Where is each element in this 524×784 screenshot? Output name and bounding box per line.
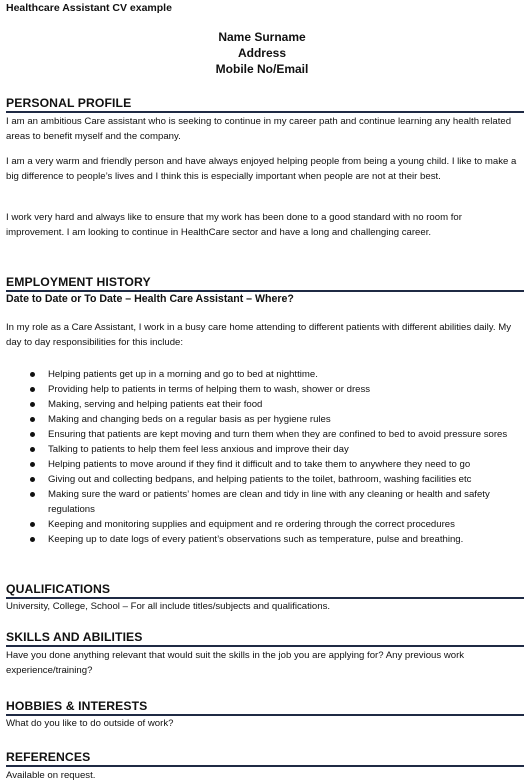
- list-item-text: Making and changing beds on a regular basis as per hygiene rules: [48, 414, 331, 425]
- bullet-icon: [30, 447, 35, 452]
- list-item: [30, 487, 520, 517]
- list-item: [30, 457, 520, 472]
- list-item-text: Helping patients get up in a morning and go to bed at nighttime.: [48, 369, 318, 380]
- bullet-icon: [30, 372, 35, 377]
- section-heading-skills: SKILLS AND ABILITIES: [6, 630, 524, 647]
- section-heading-employment-history: EMPLOYMENT HISTORY: [6, 275, 524, 292]
- list-item: [30, 382, 520, 397]
- bullet-icon: [30, 417, 35, 422]
- list-item-text: Talking to patients to help them feel less anxious and improve their day: [48, 444, 349, 455]
- qualifications-text: University, College, School – For all include titles/subjects and qualifications.: [6, 601, 331, 612]
- list-item: [30, 427, 520, 442]
- employment-role-line: Date to Date or To Date – Health Care Assistant – Where?: [6, 293, 294, 305]
- list-item: [30, 442, 520, 457]
- list-item: [30, 517, 520, 532]
- document-title: Healthcare Assistant CV example: [6, 2, 172, 14]
- skills-text: Have you done anything relevant that would suit the skills in the job you are applying for? Any previous work experience/training?: [6, 650, 465, 676]
- bullet-icon: [30, 492, 35, 497]
- bullet-icon: [30, 537, 35, 542]
- list-item-text: Helping patients to move around if they find it difficult and to take them to anywhere they need to go: [48, 459, 471, 470]
- list-item-text: Keeping up to date logs of every patient’s observations such as temperature, pulse and breathing.: [48, 534, 464, 545]
- section-heading-qualifications: QUALIFICATIONS: [6, 582, 524, 599]
- list-item: [30, 472, 520, 487]
- list-item-text: Making sure the ward or patients’ homes are clean and tidy in line with any cleaning or health and safety regulations: [48, 489, 490, 515]
- bullet-icon: [30, 462, 35, 467]
- bullet-icon: [30, 387, 35, 392]
- candidate-contact: Mobile No/Email: [215, 62, 309, 76]
- list-item: [30, 532, 520, 547]
- bullet-icon: [30, 402, 35, 407]
- list-item-text: Giving out and collecting bedpans, and helping patients to the toilet, bathroom, washing facilities etc: [48, 474, 472, 485]
- profile-paragraph-1: I am an ambitious Care assistant who is seeking to continue in my career path and continue learning any health related areas to benefit myself and the company.: [6, 116, 512, 142]
- bullet-icon: [30, 432, 35, 437]
- profile-paragraph-3: I work very hard and always like to ensure that my work has been done to a good standard with no room for improvement. I am looking to continue in HealthCare sector and have a long and challenging career.: [6, 212, 462, 238]
- profile-paragraph-2: I am a very warm and friendly person and have always enjoyed helping people from being a young child. I like to make a big difference to people’s lives and I think this is especially important when people are not at their best.: [6, 156, 517, 182]
- candidate-name: Name Surname: [218, 30, 306, 44]
- list-item-text: Keeping and monitoring supplies and equipment and re ordering through the correct procedures: [48, 519, 455, 530]
- list-item-text: Making, serving and helping patients eat their food: [48, 399, 263, 410]
- bullet-icon: [30, 477, 35, 482]
- section-heading-hobbies: HOBBIES & INTERESTS: [6, 699, 524, 716]
- list-item: [30, 367, 520, 382]
- section-heading-personal-profile: PERSONAL PROFILE: [6, 96, 524, 113]
- responsibilities-list: [30, 367, 520, 547]
- list-item: [30, 397, 520, 412]
- references-text: Available on request.: [6, 770, 96, 781]
- employment-intro: In my role as a Care Assistant, I work in a busy care home attending to different patients with different abilities daily. My day to day responsibilities for this include:: [6, 322, 511, 348]
- list-item-text: Ensuring that patients are kept moving and turn them when they are confined to bed to avoid pressure sores: [48, 429, 508, 440]
- section-heading-references: REFERENCES: [6, 750, 524, 767]
- list-item: [30, 412, 520, 427]
- cv-header: [0, 29, 524, 77]
- bullet-icon: [30, 522, 35, 527]
- list-item-text: Providing help to patients in terms of helping them to wash, shower or dress: [48, 384, 371, 395]
- candidate-address: Address: [237, 46, 287, 60]
- hobbies-text: What do you like to do outside of work?: [6, 718, 174, 729]
